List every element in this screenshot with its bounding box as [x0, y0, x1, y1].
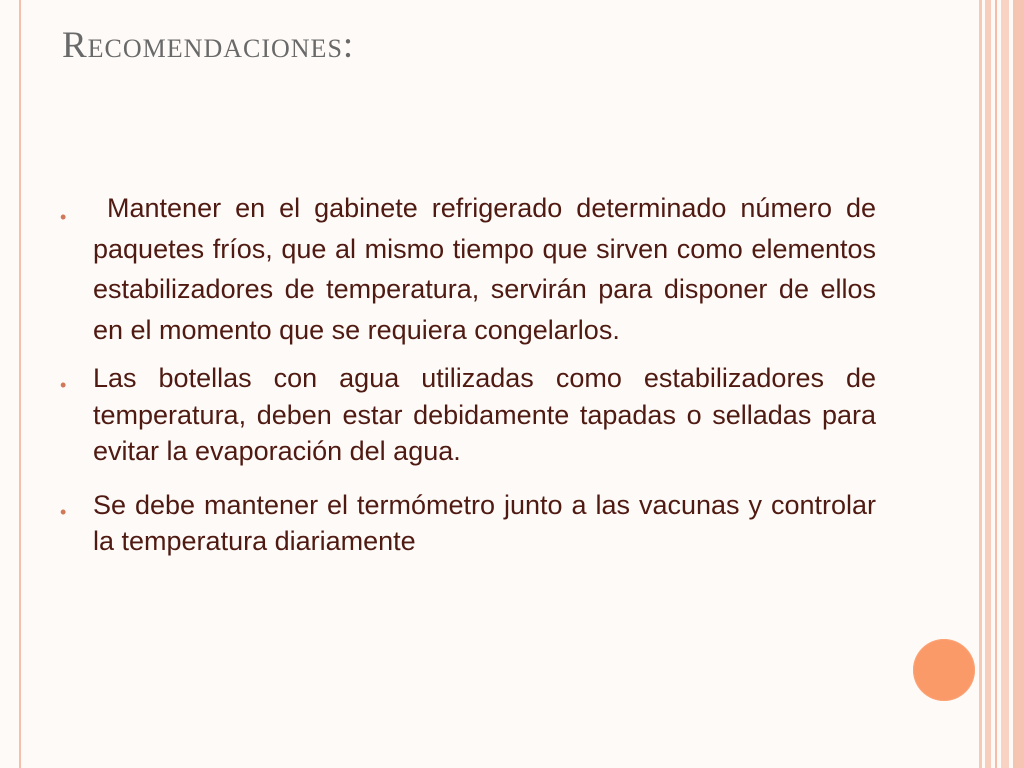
- list-item: [60, 360, 876, 470]
- bullet-icon: •: [60, 375, 67, 395]
- bullet-text: Mantener en el gabinete refrigerado determinado número de paquetes fríos, que al mismo tiempo que sirven como elementos estabilizadores de temperatura, servirán para disponer de ellos en el momento que se requiera congelarlos.: [93, 193, 884, 345]
- slide-title: Recomendaciones:: [62, 25, 355, 66]
- bullet-icon: •: [60, 501, 67, 522]
- right-border-band: [995, 0, 997, 768]
- right-border-band: [1013, 0, 1024, 768]
- bullet-list: [60, 188, 884, 560]
- right-border-band: [985, 0, 991, 768]
- list-item: [60, 188, 884, 350]
- right-border-band: [979, 0, 982, 768]
- decorative-circle: [913, 639, 975, 701]
- left-border-line: [19, 0, 21, 768]
- bullet-text: Se debe mantener el termómetro junto a las vacunas y controlar la temperatura diariamente: [93, 489, 876, 556]
- right-border-band: [1001, 0, 1009, 768]
- list-item: [60, 487, 876, 560]
- bullet-text: Las botellas con agua utilizadas como estabilizadores de temperatura, deben estar debidamente tapadas o selladas para evitar la evaporación del agua.: [93, 363, 876, 466]
- bullet-icon: •: [60, 207, 67, 227]
